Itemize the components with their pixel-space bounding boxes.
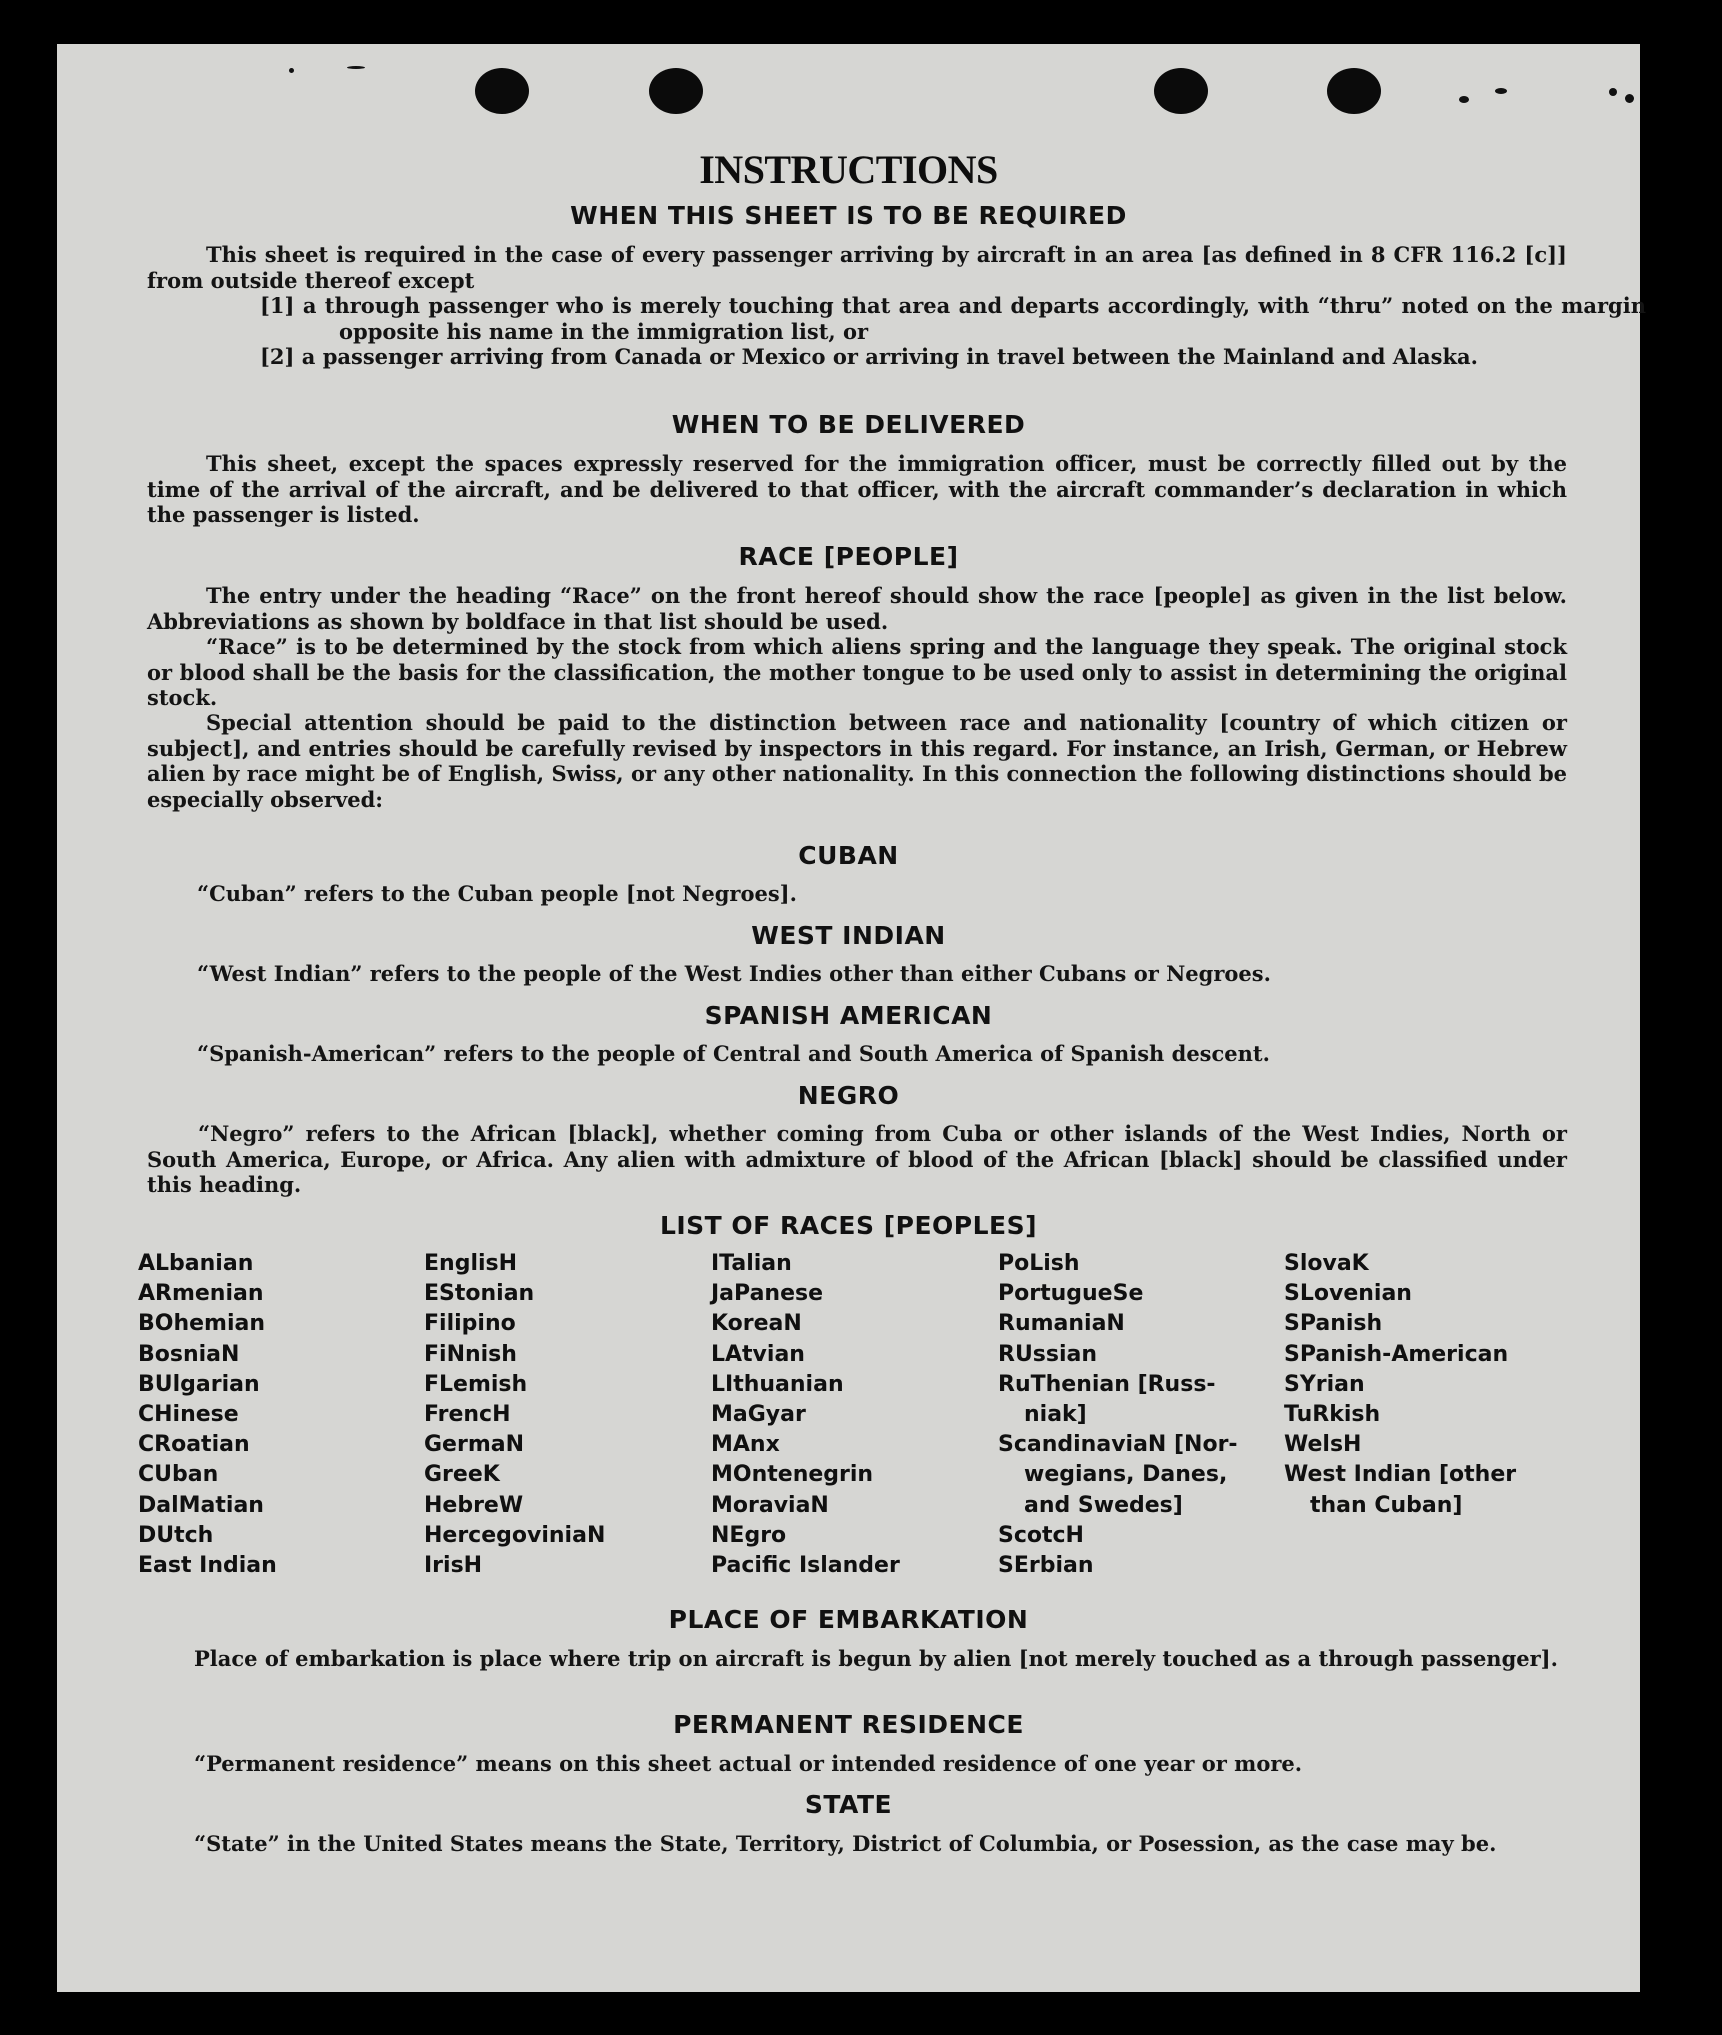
race-list-item: KoreaN — [711, 1311, 802, 1337]
race-list-item: SPanish-American — [1284, 1341, 1509, 1367]
race-paragraph: “Race” is to be determined by the stock from which aliens spring and the language they speak. The original stock or blood shall be the basis for the classification, the mother tongue to be used only to assist in determining the original stock. — [147, 634, 1567, 710]
ink-speck — [1495, 88, 1507, 94]
race-list-item: DalMatian — [138, 1492, 264, 1518]
race-list-item: SYrian — [1284, 1371, 1365, 1397]
race-list-item: West Indian [other — [1284, 1462, 1517, 1488]
race-list-item: HebreW — [424, 1492, 524, 1518]
cuban-heading: CUBAN — [798, 841, 899, 870]
race-list-item: ScandinaviaN [Nor- — [998, 1432, 1238, 1458]
permanent-residence-text: “Permanent residence” means on this sheet actual or intended residence of one year or more. — [194, 1751, 1303, 1776]
when-required-intro: This sheet is required in the case of every passenger arriving by aircraft in an area [as defined in 8 CFR 116.2 [c]] from outside thereof except — [147, 242, 1567, 293]
document-page — [57, 44, 1646, 1992]
ink-speck — [1625, 94, 1634, 103]
punch-hole — [475, 68, 529, 114]
list-of-races-heading: LIST OF RACES [PEOPLES] — [659, 1211, 1038, 1240]
race-list-item-continuation: niak] — [1024, 1402, 1087, 1428]
ink-speck — [347, 66, 365, 69]
cuban-text: “Cuban” refers to the Cuban people [not Negroes]. — [197, 881, 797, 906]
race-list-item: CHinese — [138, 1402, 239, 1428]
race-list-item: Pacific Islander — [711, 1553, 900, 1579]
west-indian-text: “West Indian” refers to the people of the West Indies other than either Cubans or Negroes. — [197, 961, 1271, 986]
race-list-item: PoLish — [998, 1251, 1080, 1276]
race-list-item-continuation: and Swedes] — [1024, 1492, 1183, 1518]
west-indian-heading: WEST INDIAN — [751, 921, 946, 950]
race-list-item: SPanish — [1284, 1311, 1383, 1337]
race-list-item: PortugueSe — [998, 1281, 1144, 1307]
race-list-item-continuation: wegians, Danes, — [1024, 1462, 1228, 1488]
race-list-item: BUlgarian — [138, 1371, 260, 1397]
punch-hole — [1327, 68, 1381, 114]
race-list-item: SLovenian — [1284, 1281, 1412, 1307]
race-list-item: BosniaN — [138, 1341, 240, 1367]
race-list-item: ALbanian — [138, 1251, 254, 1276]
race-list-item: LIthuanian — [711, 1371, 844, 1397]
race-list-item: MAnx — [711, 1432, 780, 1458]
race-list-item: FrencH — [424, 1402, 511, 1428]
race-list-item: BOhemian — [138, 1311, 266, 1337]
race-list-item: Filipino — [424, 1311, 516, 1337]
race-list-item: CUban — [138, 1462, 219, 1488]
race-list-item: GreeK — [424, 1462, 500, 1488]
when-delivered-text: This sheet, except the spaces expressly reserved for the immigration officer, must be correctly filled out by the time of the arrival of the aircraft, and be delivered to that officer, with the aircraft commander’s declaration in which the passenger is listed. — [147, 451, 1567, 527]
race-list-column — [1284, 1249, 1516, 1521]
embarkation-heading: PLACE OF EMBARKATION — [668, 1605, 1029, 1634]
race-list-item: EnglisH — [424, 1251, 518, 1276]
race-list-column — [138, 1249, 277, 1581]
race-list-item: ARmenian — [138, 1281, 264, 1307]
when-delivered-heading: WHEN TO BE DELIVERED — [671, 410, 1026, 439]
spanish-american-heading: SPANISH AMERICAN — [704, 1001, 993, 1030]
race-list-item: East Indian — [138, 1553, 277, 1579]
race-list-item: FLemish — [424, 1371, 528, 1397]
race-list-item: NEgro — [711, 1522, 787, 1548]
state-heading: STATE — [804, 1790, 893, 1819]
race-paragraph: Special attention should be paid to the distinction between race and nationality [country of which citizen or subject], and entries should be carefully revised by inspectors in this regard. For instance, an Irish, German, or Hebrew alien by race might be of English, Swiss, or any other nationality. In this connection the following distinctions should be especially observed: — [147, 710, 1567, 812]
punch-hole — [649, 68, 703, 114]
exception-item-2: [2] a passenger arriving from Canada or Mexico or arriving in travel between the Mainland and Alaska. — [260, 344, 1478, 369]
race-list-item: JaPanese — [711, 1281, 824, 1307]
race-list-column — [711, 1249, 900, 1581]
page-title: INSTRUCTIONS — [699, 147, 998, 192]
race-list-item: GermaN — [424, 1432, 525, 1458]
race-list-item: CRoatian — [138, 1432, 250, 1458]
race-list-item: RUssian — [998, 1341, 1098, 1367]
race-list-item: HercegoviniaN — [424, 1522, 606, 1548]
race-list-column — [998, 1249, 1238, 1581]
negro-heading: NEGRO — [797, 1081, 900, 1110]
race-list-item: EStonian — [424, 1281, 535, 1307]
race-list-item: DUtch — [138, 1522, 214, 1548]
race-list-item: ScotcH — [998, 1522, 1084, 1548]
ink-speck — [1459, 96, 1469, 103]
race-list-item: IrisH — [424, 1553, 483, 1579]
race-list-item: WelsH — [1284, 1432, 1362, 1458]
spanish-american-text: “Spanish-American” refers to the people of Central and South America of Spanish descent. — [197, 1041, 1270, 1066]
exception-item-1: [1] a through passenger who is merely touching that area and departs accordingly, with “thru” noted on the margin opposite his name in the immigration list, or — [260, 293, 1646, 344]
embarkation-text: Place of embarkation is place where trip on aircraft is begun by alien [not merely touched as a through passenger]. — [194, 1646, 1558, 1671]
race-list-item: LAtvian — [711, 1341, 805, 1367]
race-list-item: SlovaK — [1284, 1251, 1369, 1276]
negro-text: “Negro” refers to the African [black], whether coming from Cuba or other islands of the West Indies, North or South America, Europe, or Africa. Any alien with admixture of blood of the African [black] should be classified under this heading. — [147, 1121, 1567, 1197]
race-list-item: ITalian — [711, 1251, 792, 1276]
race-list-item: SErbian — [998, 1553, 1094, 1579]
race-list-item: RuThenian [Russ- — [998, 1371, 1216, 1397]
race-list-column — [424, 1249, 605, 1581]
permanent-residence-heading: PERMANENT RESIDENCE — [673, 1710, 1024, 1739]
race-list-item-continuation: than Cuban] — [1310, 1492, 1463, 1518]
race-list-item: TuRkish — [1284, 1402, 1381, 1428]
race-list-item: FiNnish — [424, 1341, 517, 1367]
state-text: “State” in the United States means the State, Territory, District of Columbia, or Posession, as the case may be. — [194, 1831, 1497, 1856]
race-list-item: MaGyar — [711, 1402, 806, 1428]
race-list-item: RumaniaN — [998, 1311, 1125, 1337]
race-list-item: MoraviaN — [711, 1492, 829, 1518]
ink-speck — [1609, 88, 1617, 96]
race-list-item: MOntenegrin — [711, 1462, 874, 1488]
ink-speck — [289, 68, 294, 73]
race-heading: RACE [PEOPLE] — [738, 542, 959, 571]
punch-hole — [1154, 68, 1208, 114]
when-required-heading: WHEN THIS SHEET IS TO BE REQUIRED — [570, 201, 1127, 230]
race-paragraph: The entry under the heading “Race” on the front hereof should show the race [people] as given in the list below. Abbreviations as shown by boldface in that list should be used. — [147, 583, 1567, 634]
